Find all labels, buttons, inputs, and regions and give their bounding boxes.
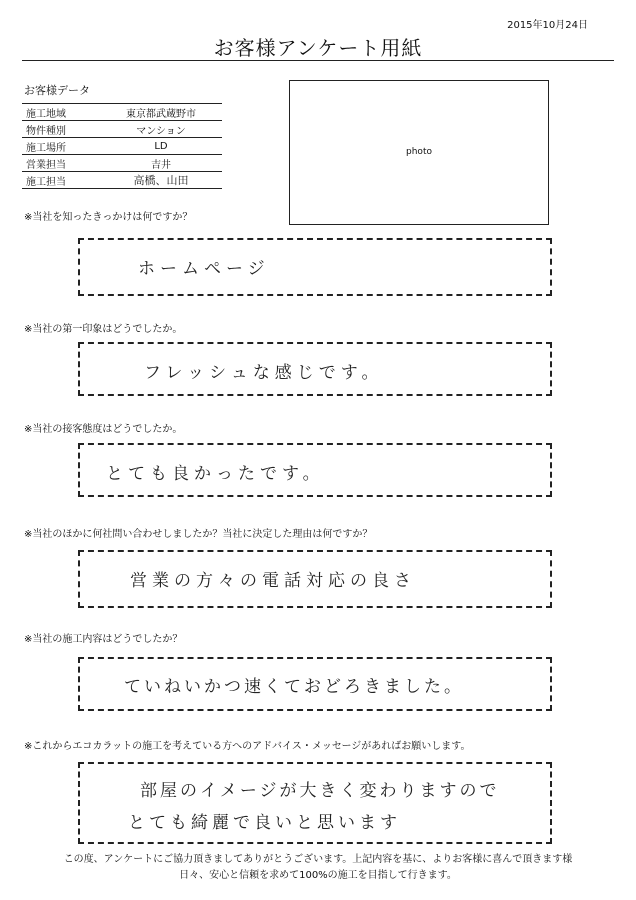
info-value-handwritten: 高橋、山田 (100, 172, 222, 189)
answer-box-2 (78, 342, 552, 396)
info-label: 営業担当 (22, 155, 100, 172)
answer-2: フレッシュな感じです。 (144, 363, 384, 383)
answer-6-line2: とても綺麗で良いと思います (128, 813, 401, 833)
info-label: 施工地域 (22, 104, 100, 121)
photo-placeholder (289, 80, 549, 225)
info-label: 施工場所 (22, 138, 100, 155)
answer-6-line1: 部屋のイメージが大きく変わりますので (140, 781, 500, 801)
answer-1: ホームページ (138, 259, 270, 279)
info-value: 吉井 (100, 155, 222, 172)
info-row (22, 138, 222, 155)
footer-message (0, 852, 636, 884)
question-3: ※当社の接客態度はどうでしたか。 (24, 424, 183, 435)
info-row (22, 155, 222, 172)
photo-label: photo (406, 147, 432, 157)
question-6: ※これからエコカラットの施工を考えている方へのアドバイス・メッセージがあればお願いします。 (24, 741, 471, 752)
answer-4: 営業の方々の電話対応の良さ (130, 571, 416, 591)
info-label: 物件種別 (22, 121, 100, 138)
info-row (22, 104, 222, 121)
info-row (22, 121, 222, 138)
info-value: LD (100, 138, 222, 155)
info-row (22, 172, 222, 189)
title-divider (22, 60, 614, 61)
footer-line-1: この度、アンケートにご協力頂きましてありがとうございます。上記内容を基に、よりお客様に喜んで頂きます様 (63, 854, 573, 865)
answer-box-3 (78, 443, 552, 497)
question-1: ※当社を知ったきっかけは何ですか？ (24, 212, 193, 223)
info-value: 東京都武蔵野市 (100, 104, 222, 121)
answer-box-4 (78, 550, 552, 608)
info-label: 施工担当 (22, 172, 100, 189)
footer-line-2: 日々、安心と信頼を求めて100%の施工を目指して行きます。 (179, 870, 457, 881)
answer-box-1 (78, 238, 552, 296)
answer-box-6 (78, 762, 552, 844)
question-5: ※当社の施工内容はどうでしたか？ (24, 634, 183, 645)
answer-3: とても良かったです。 (106, 464, 325, 484)
customer-data-heading: お客様データ (24, 84, 90, 97)
question-2: ※当社の第一印象はどうでしたか。 (24, 324, 183, 335)
customer-data-table (22, 103, 222, 189)
page-title: お客様アンケート用紙 (213, 36, 423, 60)
info-value: マンション (100, 121, 222, 138)
survey-date: 2015年10月24日 (507, 20, 588, 31)
answer-5: ていねいかつ速くておどろきました。 (124, 677, 464, 697)
question-4: ※当社のほかに何社問い合わせしましたか？当社に決定した理由は何ですか？ (24, 529, 373, 540)
answer-box-5 (78, 657, 552, 711)
